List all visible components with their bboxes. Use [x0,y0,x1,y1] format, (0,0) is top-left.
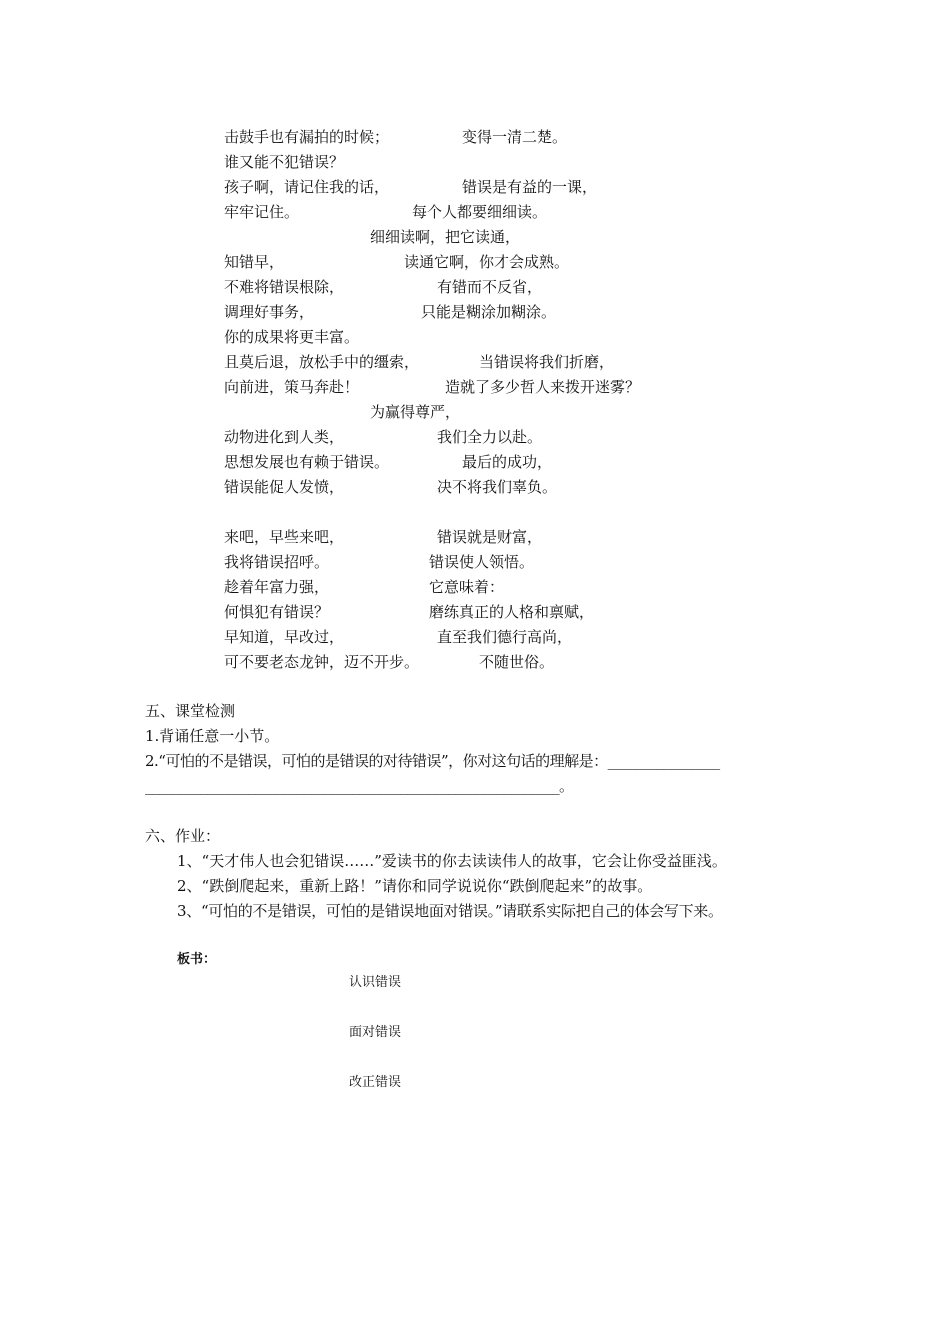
poem-line: 当错误将我们折磨， [479,353,615,371]
poem-line: 我将错误招呼。 [224,553,330,571]
poem-line: 有错而不反省， [437,278,543,296]
poem-line: 磨练真正的人格和禀赋， [429,603,595,621]
board-item: 面对错误 [349,1025,402,1040]
poem-line: 击鼓手也有漏拍的时候； [224,128,390,146]
poem-line: 可不要老态龙钟，迈不开步。 [224,653,420,671]
poem-line: 孩子啊，请记住我的话， [224,178,390,196]
poem-line: 变得一清二楚。 [462,128,568,146]
poem-line: 何惧犯有错误？ [224,603,330,621]
poem-line: 它意味着： [429,578,505,596]
poem-line: 不随世俗。 [479,653,555,671]
poem-line: 细细读啊，把它读通， [370,228,521,246]
poem-line: 思想发展也有赖于错误。 [224,453,390,471]
poem-line: 早知道，早改过， [224,628,345,646]
poem-line: 直至我们德行高尚， [437,628,573,646]
homework-item: 2、“跌倒爬起来，重新上路！”请你和同学说说你“跌倒爬起来”的故事。 [177,877,653,895]
homework-item: 3、“可怕的不是错误，可怕的是错误地面对错误。”请联系实际把自己的体会写下来。 [177,902,723,920]
poem-line: 造就了多少哲人来拨开迷雾？ [445,378,641,396]
board-item: 认识错误 [349,975,402,990]
section5-answer-blank: ____________________________________________________________。 [145,777,574,795]
poem-line: 我们全力以赴。 [437,428,543,446]
poem-line: 读通它啊，你才会成熟。 [404,253,570,271]
poem-line: 决不将我们辜负。 [437,478,558,496]
poem-line: 每个人都要细细读。 [412,203,548,221]
section5-heading: 五、课堂检测 [145,702,236,720]
poem-line: 向前进，策马奔赴！ [224,378,360,396]
poem-line: 只能是糊涂加糊涂。 [421,303,557,321]
poem-line: 不难将错误根除， [224,278,345,296]
board-label: 板书： [177,952,217,967]
section5-question-2: 2.“可怕的不是错误，可怕的是错误的对待错误”，你对这句话的理解是：________________ [145,752,720,770]
poem-line: 谁又能不犯错误？ [224,153,345,171]
poem-line: 牢牢记住。 [224,203,300,221]
section6-heading: 六、作业： [145,827,221,845]
poem-line: 知错早， [224,253,285,271]
poem-line: 最后的成功， [462,453,553,471]
poem-line: 来吧，早些来吧， [224,528,345,546]
poem-line: 错误能促人发愤， [224,478,345,496]
poem-line: 错误就是财富， [437,528,543,546]
poem-line: 为赢得尊严， [370,403,461,421]
poem-line: 调理好事务， [224,303,315,321]
poem-line: 趁着年富力强， [224,578,330,596]
section5-question-1: 1.背诵任意一小节。 [145,727,280,745]
poem-line: 动物进化到人类， [224,428,345,446]
poem-line: 且莫后退，放松手中的缰索， [224,353,420,371]
poem-line: 你的成果将更丰富。 [224,328,360,346]
board-item: 改正错误 [349,1075,402,1090]
homework-item: 1、“天才伟人也会犯错误……”爱读书的你去读读伟人的故事，它会让你受益匪浅。 [177,852,727,870]
poem-line: 错误是有益的一课， [462,178,598,196]
poem-line: 错误使人领悟。 [429,553,535,571]
